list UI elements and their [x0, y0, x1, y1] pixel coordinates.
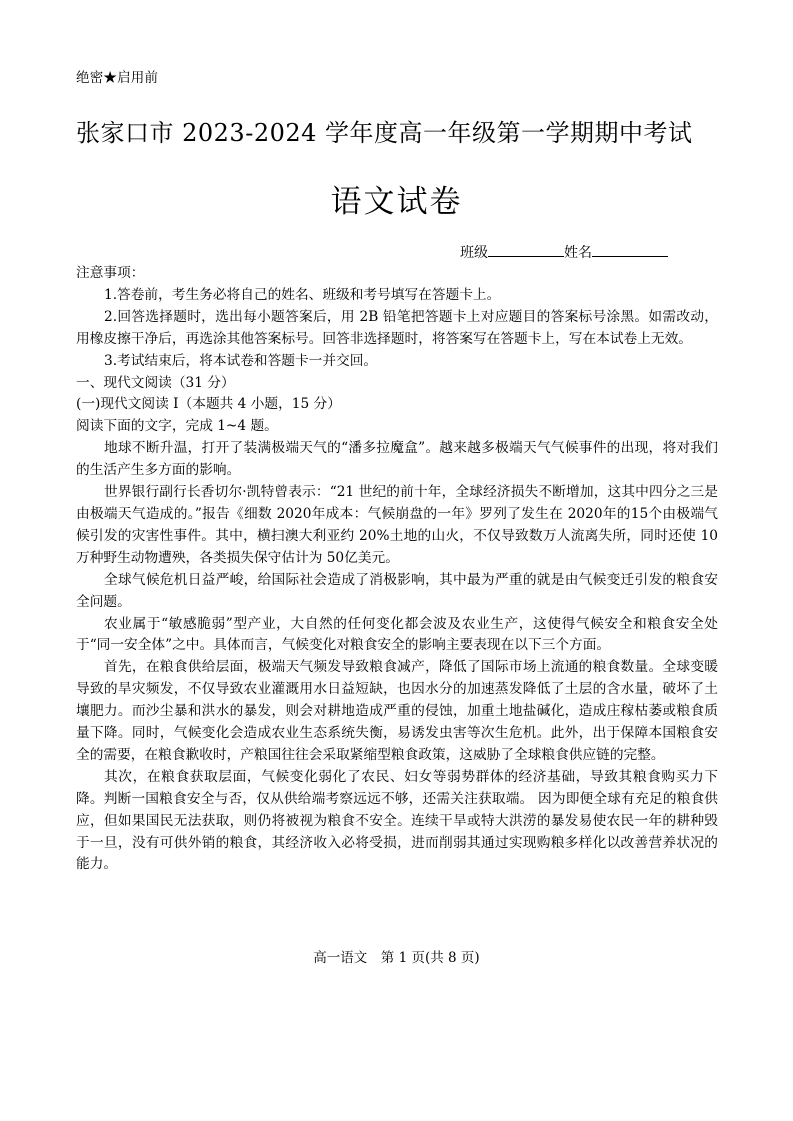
notice-item: 1.答卷前，考生务必将自己的姓名、班级和考号填写在答题卡上。 — [104, 286, 501, 303]
class-name-fields — [460, 242, 668, 262]
section-title: 一、现代文阅读（31 分） — [76, 374, 235, 391]
page-footer: 高一语文 第 1 页(共 8 页) — [313, 950, 480, 966]
notice-item: 2.回答选择题时，选出每小题答案后，用 2B 铅笔把答题卡上对应题目的答案标号涂黑。如需改动，用橡皮擦干净后，再选涂其他答案标号。回答非选择题时，将答案写在答题卡上，写在本试卷上无效。 — [76, 308, 718, 347]
class-label: 班级 — [460, 245, 488, 261]
subject-title: 语文试卷 — [330, 184, 463, 220]
passage-paragraph: 地球不断升温，打开了装满极端天气的“潘多拉魔盒”。越来越多极端天气气候事件的出现，将对我们的生活产生多方面的影响。 — [76, 440, 718, 479]
reading-instruction: 阅读下面的文字，完成 1~4 题。 — [76, 418, 278, 435]
exam-title: 张家口市 2023-2024 学年度高一年级第一学期期中考试 — [76, 119, 693, 147]
name-label: 姓名 — [564, 245, 592, 261]
passage-paragraph: 全球气候危机日益严峻，给国际社会造成了消极影响，其中最为严重的就是由气候变迁引发的粮食安全问题。 — [76, 571, 718, 610]
notice-title: 注意事项： — [76, 265, 145, 281]
notice-item: 3.考试结束后，将本试卷和答题卡一并交回。 — [104, 352, 378, 369]
name-blank-line — [592, 242, 668, 257]
confidential-label: 绝密★启用前 — [76, 70, 159, 86]
section-subtitle: (一)现代文阅读 I（本题共 4 小题，15 分） — [76, 396, 341, 413]
passage-paragraph: 世界银行副行长香切尔·凯特曾表示：“21 世纪的前十年，全球经济损失不断增加，这其中四分之三是由极端天气造成的。”报告《细数 2020年成本：气候崩盘的一年》罗列了发生在 2020年的15个由极端气候引发的灾害性事件。其中，横扫澳大利亚约 20%土地的山火，不仅导致数万人流离失所，同时还使 10万种野生动物遭殃，各类损失保守估计为 50亿美元。 — [76, 484, 718, 566]
passage-paragraph: 首先，在粮食供给层面，极端天气频发导致粮食减产，降低了国际市场上流通的粮食数量。全球变暖导致的旱灾频发，不仅导致农业灌溉用水日益短缺，也因水分的加速蒸发降低了土层的含水量，破坏了土壤肥力。而沙尘暴和洪水的暴发，则会对耕地造成严重的侵蚀，加重土地盐碱化，造成庄稼枯萎或粮食质量下降。同时，气候变化会造成农业生态系统失衡，易诱发虫害等次生危机。此外，出于保障本国粮食安全的需要，在粮食歉收时，产粮国往往会采取紧缩型粮食政策，这威胁了全球粮食供应链的完整。 — [76, 659, 718, 763]
class-blank-line — [488, 242, 564, 257]
passage-paragraph: 其次，在粮食获取层面，气候变化弱化了农民、妇女等弱势群体的经济基础，导致其粮食购买力下降。判断一国粮食安全与否，仅从供给端考察远远不够，还需关注获取端。 因为即便全球有充足的粮食供应，但如果国民无法获取，则仍将被视为粮食不安全。连续干旱或特大洪涝的暴发易使农民一年的耕种毁于一旦，没有可供外销的粮食，其经济收入必将受损，进而削弱其通过实现购粮多样化以改善营养状况的能力。 — [76, 768, 718, 873]
exam-content — [76, 263, 718, 876]
passage-paragraph: 农业属于“敏感脆弱”型产业，大自然的任何变化都会波及农业生产，这使得气候安全和粮食安全处于“同一安全体”之中。具体而言，气候变化对粮食安全的影响主要表现在以下三个方面。 — [76, 615, 718, 654]
